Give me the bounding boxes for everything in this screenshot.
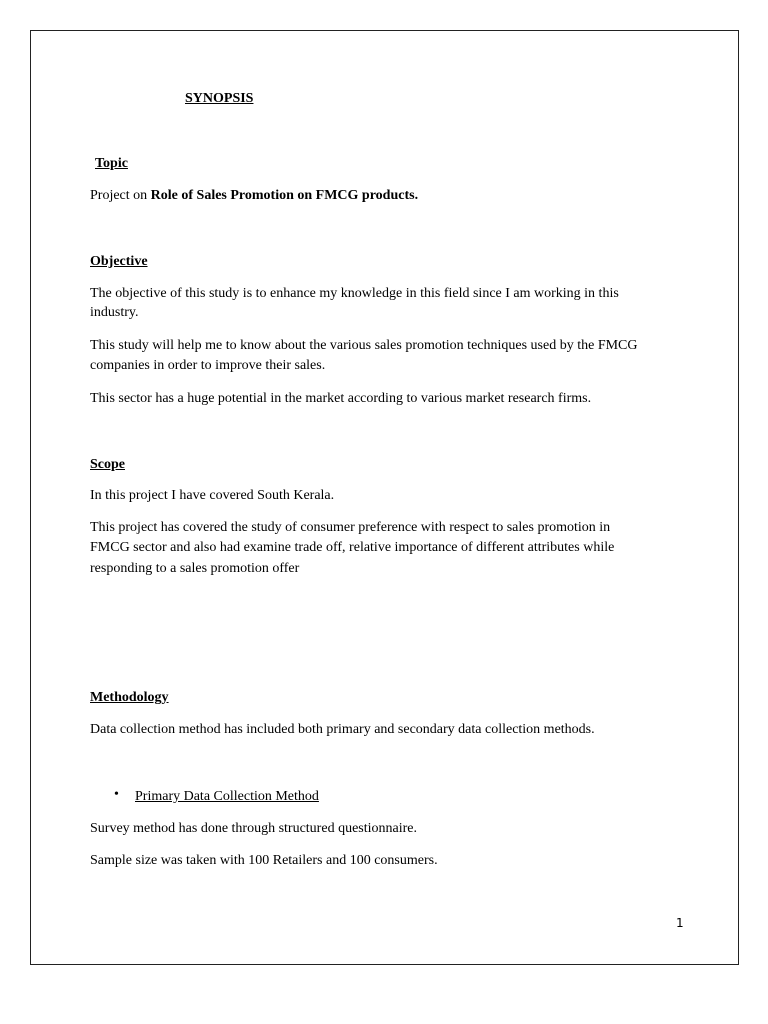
topic-heading: Topic [95, 156, 128, 171]
topic-line [90, 186, 418, 206]
scope-heading: Scope [90, 457, 125, 472]
page-number: 1 [676, 916, 684, 930]
objective-p1-line2: industry. [90, 305, 139, 320]
scope-p2-line3: responding to a sales promotion offer [90, 561, 300, 576]
scope-p2-line1: This project has covered the study of consumer preference with respect to sales promotion in [90, 520, 611, 535]
document-title: SYNOPSIS [185, 91, 254, 106]
methodology-p1: Data collection method has included both primary and secondary data collection methods. [90, 722, 595, 737]
objective-p3: This sector has a huge potential in the market according to various market research firms. [90, 391, 592, 406]
objective-p2-line2: companies in order to improve their sales. [90, 358, 326, 373]
methodology-p3: Sample size was taken with 100 Retailers and 100 consumers. [90, 853, 438, 868]
bullet-primary-data: Primary Data Collection Method [135, 789, 319, 804]
topic-prefix: Project on [90, 188, 151, 203]
objective-p1-line1: The objective of this study is to enhance my knowledge in this field since I am working in this [90, 286, 619, 301]
bullet-icon: • [114, 787, 119, 802]
scope-p2-line2: FMCG sector and also had examine trade off, relative importance of different attributes while [90, 540, 615, 555]
topic-value: Role of Sales Promotion on FMCG products. [150, 188, 419, 203]
methodology-p2: Survey method has done through structured questionnaire. [90, 821, 417, 836]
scope-p1: In this project I have covered South Kerala. [90, 488, 335, 503]
methodology-heading: Methodology [90, 690, 169, 705]
objective-p2-line1: This study will help me to know about the various sales promotion techniques used by the FMCG [90, 338, 638, 353]
objective-heading: Objective [90, 254, 148, 269]
